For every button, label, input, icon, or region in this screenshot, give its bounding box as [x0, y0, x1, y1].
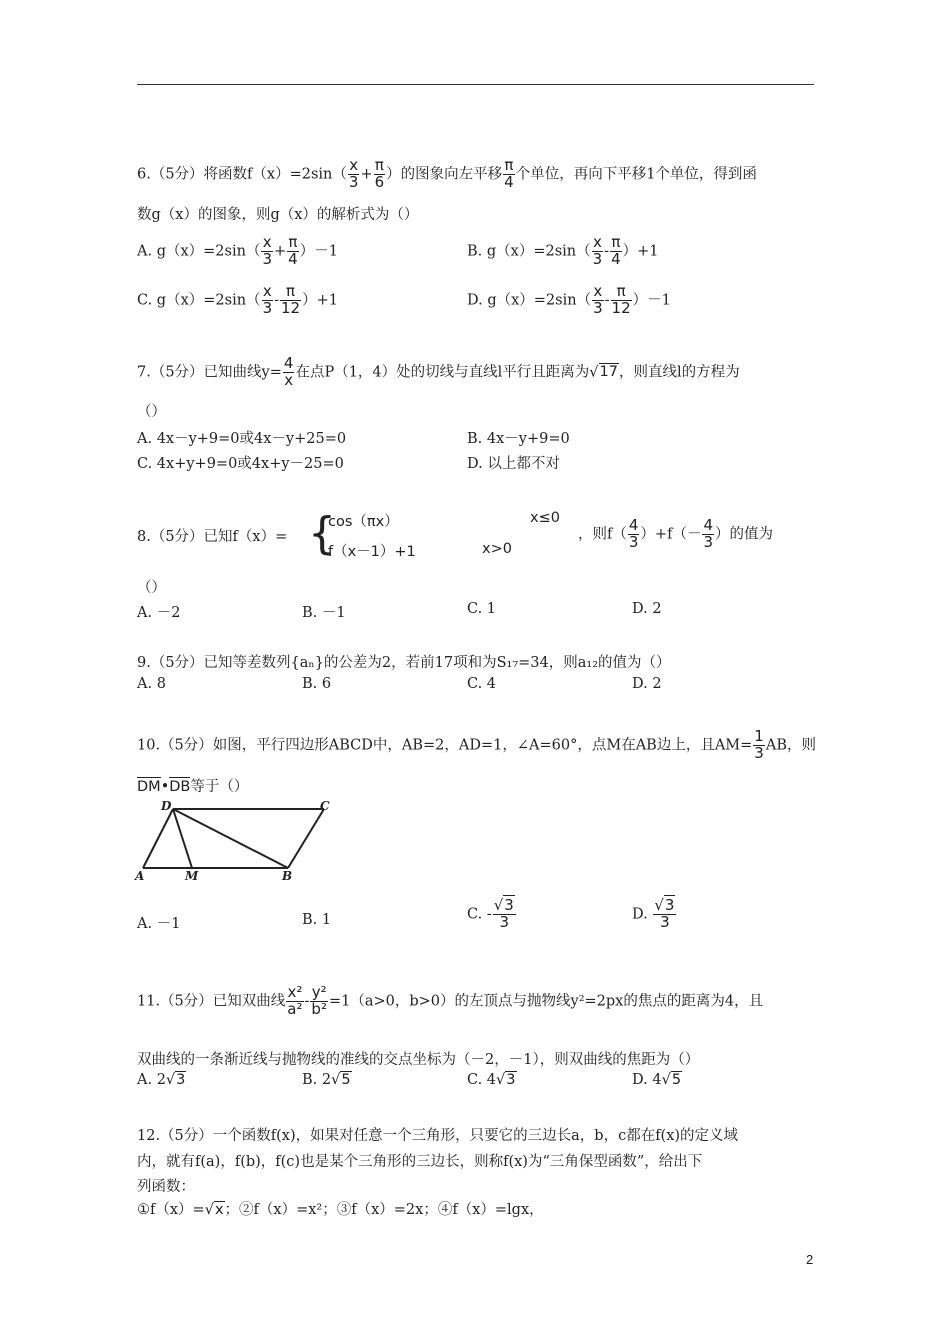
q6-text-b: ）的图象向左平移 — [386, 166, 503, 183]
q9-text: 9.（5分）已知等差数列{aₙ}的公差为2，若前17项和为S₁₇=34，则a₁₂的值为（） — [137, 655, 671, 671]
edge-bc — [288, 809, 324, 868]
q11-line2: 双曲线的一条渐近线与抛物线的准线的交点坐标为（－2，－1），则双曲线的焦距为（） — [137, 1052, 700, 1068]
q8-cond1: x≤0 — [530, 510, 560, 526]
q6-line2: 数g（x）的图象，则g（x）的解析式为（） — [137, 207, 419, 223]
segment-db — [173, 809, 288, 868]
q7-frac: $\frac{4}{x}$ — [283, 354, 294, 389]
q9-option-a[interactable]: A. 8 — [137, 676, 166, 692]
label-c: C — [320, 799, 330, 813]
q7-option-c[interactable]: C. 4x+y+9=0或4x+y－25=0 — [137, 456, 344, 472]
q8-case1: cos（πx） — [328, 514, 399, 530]
header-rule — [137, 84, 814, 85]
parallelogram-figure — [130, 798, 340, 883]
q6-text-c: 个单位，再向下平移1个单位，得到函 — [515, 166, 757, 183]
q9-option-d[interactable]: D. 2 — [632, 676, 662, 692]
q10-line1: 10.（5分）如图，平行四边形ABCD中，AB=2，AD=1，∠A=60°，点M在AB边上，且AM= $\frac{1}{3}$ AB，则 — [137, 727, 816, 762]
q6-text-a: 6.（5分）将函数f（x）=2sin（ — [137, 166, 347, 183]
q6-option-c[interactable]: C. g（x）=2sin（ $\frac{x}{3}$ - $\frac{\pi}{12}$ ）+1 — [137, 282, 338, 317]
q6-option-b[interactable]: B. g（x）=2sin（ $\frac{x}{3}$ - $\frac{\pi}{4}$ ）+1 — [467, 233, 659, 268]
q11-option-a[interactable]: A. 2√3 — [137, 1072, 186, 1088]
q11-option-d[interactable]: D. 4√5 — [632, 1072, 682, 1088]
q8-cond2: x>0 — [482, 541, 512, 557]
vector-db: DB — [169, 779, 191, 795]
label-b: B — [282, 869, 293, 883]
q6-plus: + — [360, 166, 373, 183]
page-number: 2 — [806, 1252, 814, 1267]
q9-option-c[interactable]: C. 4 — [467, 676, 497, 692]
label-a: A — [135, 869, 145, 883]
q8-tail: ，则f（ $\frac{4}{3}$ ）+f（－ $\frac{4}{3}$ ）的值为 — [578, 516, 773, 551]
vector-dm: DM — [137, 779, 161, 795]
q11-option-b[interactable]: B. 2√5 — [302, 1072, 351, 1088]
q12-line2: 内，就有f(a)，f(b)，f(c)也是某个三角形的三边长，则称f(x)为“三角保型函数”，给出下 — [137, 1154, 703, 1170]
q7-option-a[interactable]: A. 4x－y+9=0或4x－y+25=0 — [137, 431, 347, 447]
q6-frac-pi6: $\frac{\pi}{6}$ — [374, 156, 385, 191]
q8-brace: { — [308, 508, 336, 559]
q7-sqrt: √17 — [589, 364, 618, 381]
q10-option-a[interactable]: A. －1 — [137, 916, 181, 932]
q10-line2: DM•DB等于（） — [137, 779, 249, 795]
q12-line3: 列函数： — [137, 1179, 195, 1195]
q8-line2: （） — [137, 580, 166, 596]
q10-option-c[interactable]: C. - $\frac{√3}{3}$ — [467, 896, 514, 931]
label-d: D — [161, 799, 172, 813]
q7-option-b[interactable]: B. 4x－y+9=0 — [467, 431, 570, 447]
q8-option-d[interactable]: D. 2 — [632, 601, 662, 617]
q8-option-a[interactable]: A. －2 — [137, 605, 181, 621]
q8-lead: 8.（5分）已知f（x）= — [137, 529, 288, 545]
edge-ad — [143, 809, 173, 868]
q7-option-d[interactable]: D. 以上都不对 — [467, 456, 560, 472]
q8-case2: f（x－1）+1 — [328, 544, 416, 560]
q10-option-d[interactable]: D. $\frac{√3}{3}$ — [632, 896, 675, 931]
q10-option-b[interactable]: B. 1 — [302, 912, 332, 928]
q6-option-a[interactable]: A. g（x）=2sin（ $\frac{x}{3}$ + $\frac{\pi}{4}$ ）－1 — [137, 233, 338, 268]
q12-line1: 12.（5分）一个函数f(x)，如果对任意一个三角形，只要它的三边长a，b，c都在f(x)的定义域 — [137, 1128, 739, 1144]
q9-option-b[interactable]: B. 6 — [302, 676, 332, 692]
q8-option-b[interactable]: B. －1 — [302, 605, 346, 621]
q6-option-d[interactable]: D. g（x）=2sin（ $\frac{x}{3}$ - $\frac{\pi}{12}$ ）－1 — [467, 282, 671, 317]
q7-line2: （） — [137, 404, 166, 420]
q12-line4: ①f（x）=√x；②f（x）=x²；③f（x）=2x；④f（x）=lgx， — [137, 1202, 544, 1218]
q11-option-c[interactable]: C. 4√3 — [467, 1072, 516, 1088]
q8-option-c[interactable]: C. 1 — [467, 601, 497, 617]
q6-frac-pi4: $\frac{\pi}{4}$ — [504, 156, 514, 191]
label-m: M — [185, 869, 199, 883]
q11-line1: 11.（5分）已知双曲线 $\frac{\text{x²}}{\text{a²}}$ - $\frac{\text{y²}}{\text{b²}}$ =1（a>0，b>0）的左顶点与抛物线y²=2px的焦点的距离为4，且 — [137, 983, 764, 1018]
q7-line1: 7.（5分）已知曲线y= $\frac{4}{x}$ 在点P（1，4）处的切线与直线l平行且距离为√17，则直线l的方程为 — [137, 354, 740, 389]
q6-line1 — [137, 158, 757, 191]
q6-frac-x3: $\frac{x}{3}$ — [348, 156, 359, 191]
